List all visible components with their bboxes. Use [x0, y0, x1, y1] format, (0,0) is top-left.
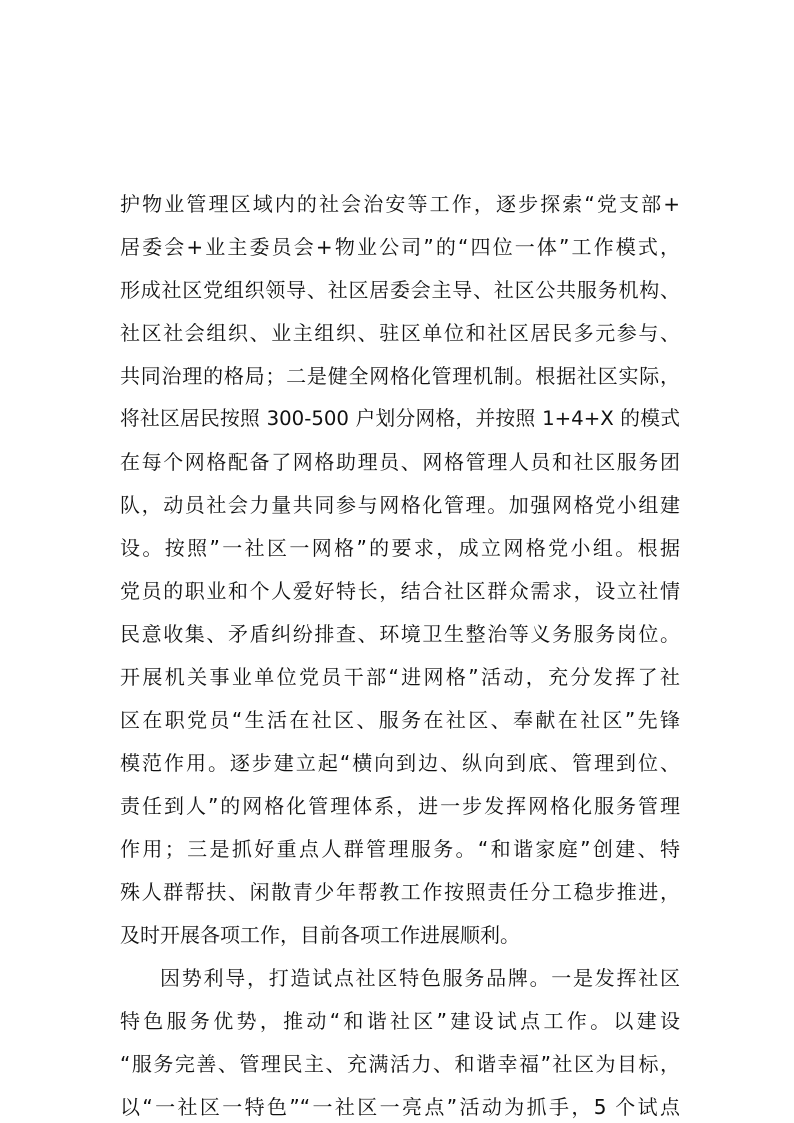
text-line: 区在职党员“生活在社区、服务在社区、奉献在社区”先锋: [120, 708, 680, 732]
text-line: 民意收集、矛盾纠纷排查、环境卫生整治等义务服务岗位。: [120, 622, 680, 646]
text-line: 形成社区党组织领导、社区居委会主导、社区公共服务机构、: [120, 278, 680, 302]
text-line: 护物业管理区域内的社会治安等工作，逐步探索“党支部+: [120, 192, 680, 216]
paragraph-last-line: 及时开展各项工作，目前各项工作进展顺利。: [120, 923, 520, 947]
text-line: 将社区居民按照 300-500 户划分网格，并按照 1+4+X 的模式: [120, 407, 680, 430]
text-line: 模范作用。逐步建立起“横向到边、纵向到底、管理到位、: [120, 751, 680, 775]
text-line: 社区社会组织、业主组织、驻区单位和社区居民多元参与、: [120, 321, 680, 345]
text-line: 设。按照”一社区一网格”的要求，成立网格党小组。根据: [120, 536, 680, 560]
text-line: 队，动员社会力量共同参与网格化管理。加强网格党小组建: [120, 493, 680, 517]
text-line: 特色服务优势，推动“和谐社区”建设试点工作。以建设: [120, 1009, 680, 1033]
text-line: 居委会+业主委员会+物业公司”的“四位一体”工作模式，: [120, 235, 680, 259]
text-line: 责任到人”的网格化管理体系，进一步发挥网格化服务管理: [120, 794, 680, 818]
text-line: 作用；三是抓好重点人群管理服务。“和谐家庭”创建、特: [120, 837, 680, 861]
text-line: 共同治理的格局；二是健全网格化管理机制。根据社区实际，: [120, 364, 680, 388]
text-line: 开展机关事业单位党员干部“进网格”活动，充分发挥了社: [120, 665, 680, 689]
text-line: “服务完善、管理民主、充满活力、和谐幸福”社区为目标，: [120, 1052, 680, 1076]
text-line: 以“一社区一特色”“一社区一亮点”活动为抓手，5 个试点: [120, 1095, 680, 1119]
text-line: 党员的职业和个人爱好特长，结合社区群众需求，设立社情: [120, 579, 680, 603]
text-line: 殊人群帮扶、闲散青少年帮教工作按照责任分工稳步推进，: [120, 880, 680, 904]
text-line: 在每个网格配备了网格助理员、网格管理人员和社区服务团: [120, 450, 680, 474]
paragraph-first-line: 因势利导，打造试点社区特色服务品牌。一是发挥社区: [160, 966, 680, 990]
